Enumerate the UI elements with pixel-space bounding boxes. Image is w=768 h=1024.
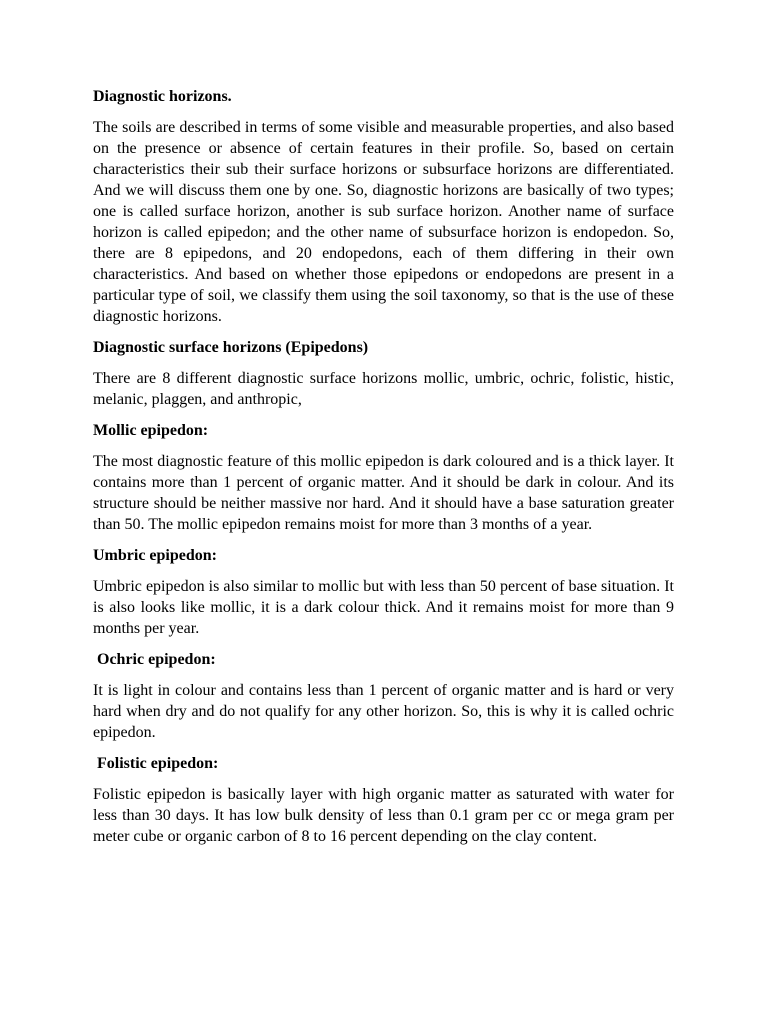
section-body-umbric: Umbric epipedon is also similar to mollic but with less than 50 percent of base situation. It is also looks like mollic, it is a dark colour thick. And it remains moist for more than 9 months per year. [93,578,674,637]
section-body-surface-horizons: There are 8 different diagnostic surface horizons mollic, umbric, ochric, folistic, histic, melanic, plaggen, and anthropic, [93,370,674,408]
section-body-ochric: It is light in colour and contains less than 1 percent of organic matter and is hard or very hard when dry and do not qualify for any other horizon. So, this is why it is called ochric epipedon. [93,682,674,741]
section-heading-mollic: Mollic epipedon: [93,422,209,439]
section-heading-surface-horizons: Diagnostic surface horizons (Epipedons) [93,339,369,356]
section-heading-folistic: Folistic epipedon: [93,755,219,772]
section-body-folistic: Folistic epipedon is basically layer with high organic matter as saturated with water for less than 30 days. It has low bulk density of less than 0.1 gram per cc or mega gram per meter cube or organic carbon of 8 to 16 percent depending on the clay content. [93,786,674,845]
section-heading-diagnostic-horizons: Diagnostic horizons. [93,88,232,105]
section-heading-umbric: Umbric epipedon: [93,547,217,564]
section-heading-ochric: Ochric epipedon: [93,651,216,668]
section-body-diagnostic-horizons: The soils are described in terms of some visible and measurable properties, and also based on the presence or absence of certain features in their profile. So, based on certain characteristics their sub their surface horizons or subsurface horizons are differentiated. And we will discuss them one by one. So, diagnostic horizons are basically of two types; one is called surface horizon, another is sub surface horizon. Another name of surface horizon is called epipedon; and the other name of subsurface horizon is endopedon. So, there are 8 epipedons, and 20 endopedons, each of them differing in their own characteristics. And based on whether those epipedons or endopedons are present in a particular type of soil, we classify them using the soil taxonomy, so that is the use of these diagnostic horizons. [93,119,674,325]
section-body-mollic: The most diagnostic feature of this mollic epipedon is dark coloured and is a thick layer. It contains more than 1 percent of organic matter. And it should be dark in colour. And its structure should be neither massive nor hard. And it should have a base saturation greater than 50. The mollic epipedon remains moist for more than 3 months of a year. [93,453,674,533]
document-page [93,86,674,857]
